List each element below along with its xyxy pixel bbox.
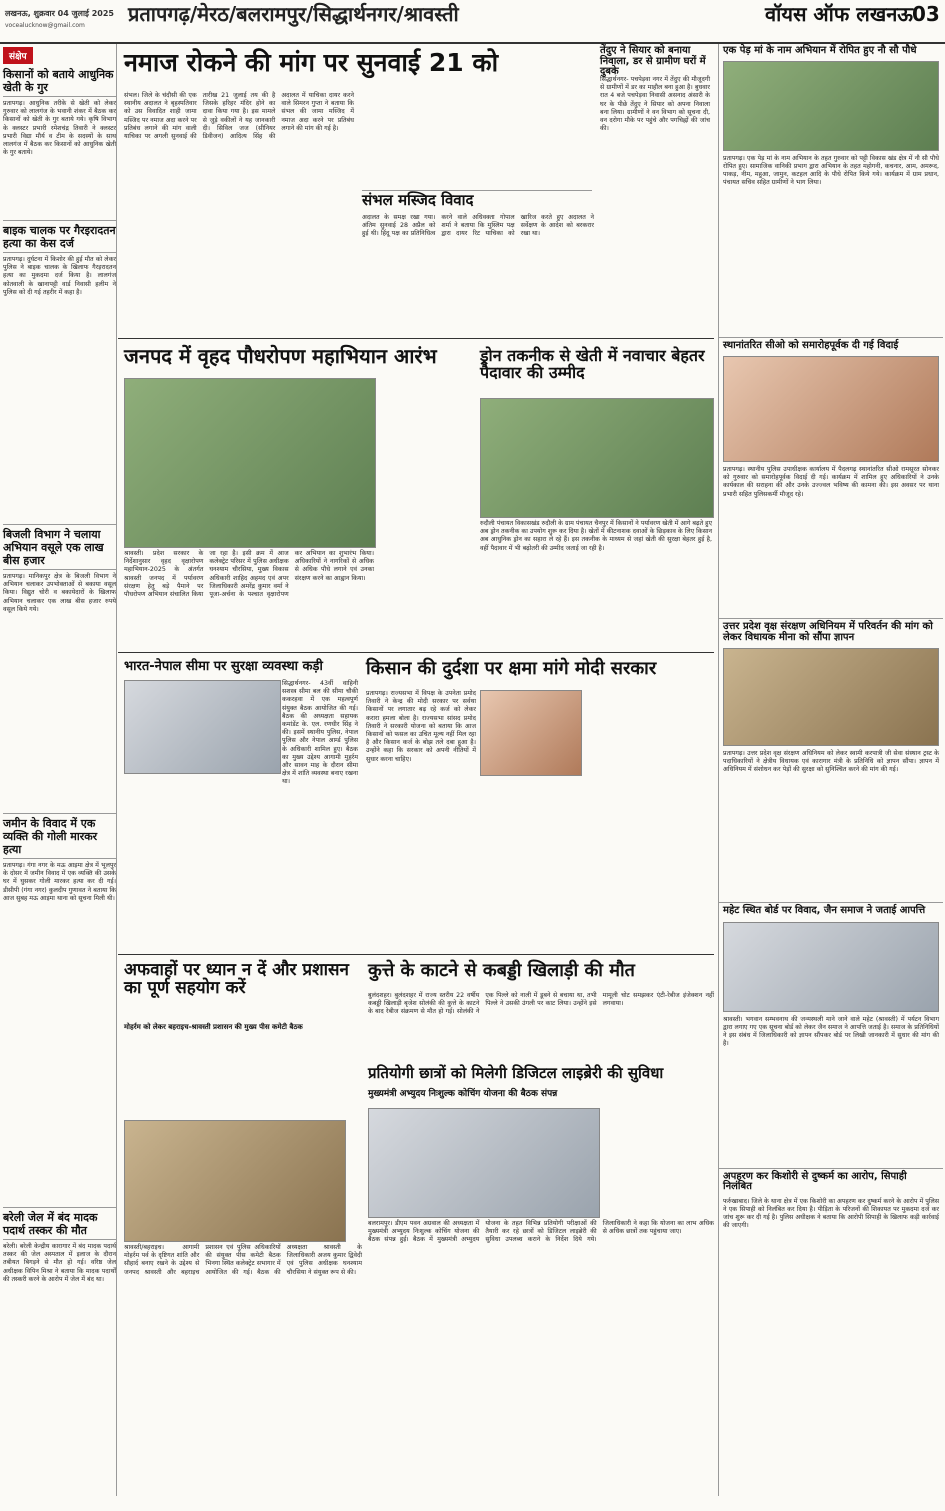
namaz-headline: नमाज रोकने की मांग पर सुनवाई 21 को [124, 48, 499, 77]
tree-body: प्रतापगढ़। एक पेड़ मां के नाम अभियान के तहत गुरुवार को पट्टी विकास खंड क्षेत्र में नौ सौ पौधे रोपित हुए। सामाजिक वानिकी प्रभाग द्वारा अभियान के तहत महोगनी, कचनार, आम, अमरूद, पाकड़, नीम, महुआ, जामुन, कटहल आदि के पौधे रोपित किये गये। कार्यक्रम में ग्राम प्रधान, पंचायत सचिव सहित ग्रामीणों ने भाग लिया। [723, 154, 939, 187]
afwah-body: श्रावस्ती/बहराइच। आगामी मोहर्रम पर्व के दृष्टिगत शांति और सौहार्द बनाए रखने के उद्देश्य से जनपद श्रावस्ती और बहराइच प्रशासन एवं पुलिस अधिकारियों की संयुक्त पीस कमेटी बैठक भिनगा स्थित कलेक्ट्रेट सभागार में आयोजित की गई। बैठक की अध्यक्षता श्रावस्ती के जिलाधिकारी अजय कुमार द्विवेदी एवं पुलिस अधीक्षक घनश्याम चौरसिया ने संयुक्त रूप से की। [124, 1244, 362, 1276]
brief-4 [3, 813, 116, 1207]
plantation-photo [124, 378, 376, 548]
brief-headline: जमीन के विवाद में एक व्यक्ति की गोली मारकर हत्या [3, 817, 116, 859]
brief-1 [3, 68, 116, 220]
library-photo [368, 1108, 600, 1218]
masthead [0, 0, 945, 44]
kabaddi-headline: कुत्ते के काटने से कबड्डी खिलाड़ी की मौत [368, 960, 635, 981]
sambhal-body: अदालत के समक्ष रखा गया। अंतिम सुनवाई 28 अप्रैल को हुई थी। हिंदू पक्ष का प्रतिनिधित्व करने वाले अधिवक्ता गोपाल शर्मा ने बताया कि मुस्लिम पक्ष द्वारा दायर रिट याचिका को खारिज करते हुए अदालत ने सर्वेक्षण के आदेश को बरकरार रखा था। [362, 214, 594, 238]
abduction-headline: अपहरण कर किशोरी से दुष्कर्म का आरोप, सिपाही निलंबित [719, 1168, 943, 1196]
mahet-body: श्रावस्ती। भगवान सम्भवनाथ की जन्मस्थली माने जाने वाले महेट (श्रावस्ती) में पर्यटन विभाग द्वारा लगाए गए एक सूचना बोर्ड को लेकर जैन समाज ने आपत्ति जताई है। समाज के प्रतिनिधियों ने इस संबंध में जिलाधिकारी को ज्ञापन सौंपकर बोर्ड पर लिखी जानकारी में सुधार की मांग की है। [723, 1015, 939, 1048]
namaz-body-cont [362, 92, 594, 187]
farewell-photo [723, 356, 939, 462]
plantation-body: श्रावस्ती। प्रदेश सरकार के निर्देशानुसार वृहद वृक्षारोपण महाभियान-2025 के अंतर्गत श्रावस्ती जनपद में पर्यावरण संरक्षण हेतु बड़े पैमाने पर पौधरोपण अभियान संचालित किया जा रहा है। इसी क्रम में आज कलेक्ट्रेट परिसर में पुलिस अधीक्षक घनश्याम चौरसिया, मुख्य विकास अधिकारी शाहिद अहमद एवं अपर जिलाधिकारी अमरेंद्र कुमार वर्मा ने पूजा-अर्चना के पश्चात वृक्षारोपण कर अभियान का शुभारंभ किया। अधिकारियों ने नागरिकों से अधिक से अधिक पौधे लगाने एवं उनका संरक्षण करने का आह्वान किया। [124, 550, 374, 599]
brief-headline: बिजली विभाग ने चलाया अभियान वसूले एक लाख बीस हजार [3, 528, 116, 570]
border-headline: भारत-नेपाल सीमा पर सुरक्षा व्यवस्था कड़ी [124, 659, 323, 674]
date-line: लखनऊ, शुक्रवार 04 जुलाई 2025 [5, 9, 115, 18]
modi-body: प्रतापगढ़। राज्यसभा में विपक्ष के उपनेता प्रमोद तिवारी ने केन्द्र की मोदी सरकार पर सर्वथा किसानों पर लगातार बढ़ रहे कर्ज को लेकर करारा हमला बोला है। राज्यसभा सांसद प्रमोद तिवारी ने सरकारी योजना को बताया कि आज किसानों को फसल का उचित मूल्य नहीं मिल रहा है और किसान कर्ज के बोझ तले दबा हुआ है। उन्होंने कहा कि सरकार को अपनी नीतियों में सुधार करना चाहिए। [366, 690, 476, 763]
paper-name: वॉयस ऑफ लखनऊ [765, 2, 913, 26]
tree-headline: एक पेड़ मां के नाम अभियान में रोपित हुए नौ सौ पौधे [723, 45, 917, 56]
tendu-headline: तेंदुए ने सियार को बनाया निवाला, डर से ग्रामीण घरों में दुबके [600, 45, 706, 77]
afwah-sub: मोहर्रम को लेकर बहराइच-श्रावस्ती प्रशासन की मुख्य पीस कमेटी बैठक [124, 1023, 303, 1031]
tiwari-photo [480, 690, 582, 776]
namaz-body: संभल। जिले के चंदौसी की एक स्थानीय अदालत ने बृहस्पतिवार को उस विवादित शाही जामा मस्जिद पर नमाज अदा करने पर प्रतिबंध लगाने की मांग वाली याचिका पर अगली सुनवाई की तारीख 21 जुलाई तय की है जिसके हरिहर मंदिर होने का दावा किया गया है। इस मामले से जुड़े वकीलों ने यह जानकारी दी। सिविल जज (सीनियर डिवीजन) आदित्य सिंह की अदालत में याचिका दायर करने वाले सिमरन गुप्ता ने बताया कि संभल की जामा मस्जिद में नमाज अदा करने पर प्रतिबंध लगाने की मांग की गई है। [124, 92, 354, 141]
brief-2 [3, 220, 116, 524]
library-body: बलरामपुर। डीएम पवन अग्रवाल की अध्यक्षता में मुख्यमंत्री अभ्युदय निःशुल्क कोचिंग योजना की बैठक संपन्न हुई। बैठक में मुख्यमंत्री अभ्युदय योजना के तहत विभिन्न प्रतियोगी परीक्षाओं की तैयारी कर रहे छात्रों को डिजिटल लाइब्रेरी की सुविधा उपलब्ध कराने के निर्देश दिये गये। जिलाधिकारी ने कहा कि योजना का लाभ अधिक से अधिक छात्रों तक पहुंचाया जाए। [368, 1220, 714, 1244]
library-sub: मुख्यमंत्री अभ्युदय निःशुल्क कोचिंग योजना की बैठक संपन्न [368, 1089, 558, 1099]
brief-body: प्रतापगढ़। दुर्घटना में किशोर की हुई मौत को लेकर पुलिस ने बाइक चालक के खिलाफ गैरइरादतन हत्या का मुकदमा दर्ज किया है। लालगंज कोतवाली के खानापट्टी वार्ड निवासी हलीम ने पुलिस को दी गई तहरीर में कहा है। [3, 256, 116, 296]
plantation-headline: जनपद में वृहद पौधरोपण महाभियान आरंभ [124, 344, 437, 368]
plantation-body-side [380, 378, 476, 648]
divider [118, 954, 714, 955]
peace-meeting-photo [124, 1120, 346, 1242]
sidebar-label: संक्षेप [3, 47, 33, 64]
sambhal-subheadline: संभल मस्जिद विवाद [362, 190, 592, 209]
mahet-photo [723, 922, 939, 1012]
brief-headline: बरेली जेल में बंद मादक पदार्थ तस्कर की मौत [3, 1211, 116, 1240]
tree-act-headline: उत्तर प्रदेश वृक्ष संरक्षण अधिनियम में परिवर्तन की मांग को लेकर विधायक मीना को सौंपा ज्ञापन [719, 618, 943, 646]
drone-headline: ड्रोन तकनीक से खेती में नवाचार बेहतर पैदावार की उम्मीद [480, 346, 705, 382]
library-headline: प्रतियोगी छात्रों को मिलेगी डिजिटल लाइब्रेरी की सुविधा [368, 1064, 664, 1082]
modi-body-cont [586, 690, 712, 948]
kabaddi-body: बुलंदशहर। बुलंदशहर में राज्य स्तरीय 22 वर्षीय कबड्डी खिलाड़ी बृजेश सोलंकी की कुत्ते के काटने के बाद रेबीज संक्रमण से मौत हो गई। सोलंकी ने एक पिल्ले को नाली में डूबने से बचाया था, तभी पिल्ले ने उसकी उंगली पर काट लिया। उन्होंने इसे मामूली चोट समझकर एंटी-रेबीज इंजेक्शन नहीं लगवाया। [368, 992, 714, 1016]
brief-body: प्रतापगढ़। आधुनिक तरीके से खेती को लेकर गुरुवार को लालगंज के भवानी शंकर में बैठक कर किसानों को खेती के गुर बताये गये। कृषि विभाग के क्लस्टर प्रभारी रमेशचंद्र तिवारी ने क्लस्टर प्रभारी विद्या मौर्य व टीम के सदस्यों के साथ लालगंज में बैठक कर किसानों को आधुनिक खेती के गुर बताये। [3, 100, 116, 157]
right-column [718, 44, 943, 1496]
brief-headline: किसानों को बताये आधुनिक खेती के गुर [3, 68, 116, 97]
tendu-body: सिद्धार्थनगर- पचपेड़वा नगर में तेंदुए की मौजूदगी से ग्रामीणों में डर का माहौल बना हुआ है। बुधवार रात 4 बजे पचपेड़वा निवासी असनाद अंसारी के घर के पीछे तेंदुए ने सियार को अपना निवाला बना लिया। ग्रामीणों ने वन विभाग को सूचना दी, वन दरोगा मौके पर पहुंचे और पगचिह्नों की जांच की। [600, 76, 710, 133]
brief-5 [3, 1207, 116, 1511]
afwah-headline: अफवाहों पर ध्यान न दें और प्रशासन का पूर्ण सहयोग करें [124, 960, 349, 998]
border-photo [124, 680, 281, 774]
divider [118, 652, 714, 653]
website: vocealucknow@gmail.com [5, 22, 85, 29]
memorandum-photo [723, 648, 939, 746]
border-body-cont [124, 776, 358, 948]
region-title: प्रतापगढ़/मेरठ/बलरामपुर/सिद्धार्थनगर/श्रावस्ती [128, 2, 459, 26]
farewell-headline: स्थानांतरित सीओ को समारोहपूर्वक दी गई विदाई [719, 337, 943, 355]
abduction-body: फर्रुखाबाद। जिले के थाना क्षेत्र में एक किशोरी का अपहरण कर दुष्कर्म करने के आरोप में पुलिस ने एक सिपाही को निलंबित कर दिया है। पीड़िता के परिजनों की शिकायत पर मुकदमा दर्ज कर जांच शुरू कर दी गई है। पुलिस अधीक्षक ने बताया कि आरोपी सिपाही के खिलाफ कड़ी कार्रवाई की जाएगी। [723, 1197, 939, 1230]
farewell-body: प्रतापगढ़। स्थानीय पुलिस उपाधीक्षक कार्यालय में पैदलगढ़ स्थानांतरित सीओ रामसूरत सोनकर को गुरुवार को समारोहपूर्वक विदाई दी गई। कार्यक्रम में शामिल हुए अधिकारियों ने उनके कार्यकाल की सराहना की और उनके उज्ज्वल भविष्य की कामना की। इस अवसर पर थाना प्रभारी सहित पुलिसकर्मी मौजूद रहे। [723, 466, 939, 498]
brief-body: बरेली। बरेली केन्द्रीय कारागार में बंद मादक पदार्थ तस्कर की जेल अस्पताल में इलाज के दौरान तबीयत बिगड़ने से मौत हो गई। वरिष्ठ जेल अधीक्षक विपिन मिश्रा ने बताया कि मादक पदार्थों की तस्करी करने के आरोप में जेल में बंद था। [3, 1243, 116, 1283]
drone-photo [480, 398, 714, 518]
brief-3 [3, 524, 116, 813]
sidebar-briefs [3, 44, 117, 1496]
library-body-side [602, 1108, 714, 1216]
tree-photo [723, 61, 939, 151]
brief-headline: बाइक चालक पर गैरइरादतन हत्या का केस दर्ज [3, 224, 116, 253]
border-body: सिद्धार्थनगर- 43वीं वाहिनी सशस्त्र सीमा बल की सीमा चौकी ककरहवा में एक महत्वपूर्ण संयुक्त बैठक आयोजित की गई। बैठक की अध्यक्षता सहायक कमांडेंट के. एल. रणधीर सिंह ने की। इसमें स्थानीय पुलिस, नेपाल पुलिस और नेपाल आर्म्ड पुलिस के अधिकारी शामिल हुए। बैठक का मुख्य उद्देश्य आगामी मुहर्रम और सावन माह के दौरान सीमा क्षेत्र में शांति व्यवस्था बनाए रखना था। [282, 680, 358, 786]
mahet-headline: महेट स्थित बोर्ड पर विवाद, जैन समाज ने जताई आपत्ति [719, 902, 943, 920]
modi-headline: किसान की दुर्दशा पर क्षमा मांगे मोदी सरकार [366, 658, 657, 679]
brief-body: प्रतापगढ़। मानिकपुर क्षेत्र के बिजली विभाग ने अभियान चलाकर उपभोक्ताओं से बकाया वसूल किया। विद्युत चोरी व बकायेदारों के खिलाफ अभियान चलाकर एक लाख बीस हजार रुपये वसूल किये गये। [3, 573, 116, 613]
brief-body: प्रतापगढ़। गंगा नगर के मऊ आइमा क्षेत्र में भूलपुर के दोसर में जमीन विवाद में एक व्यक्ति की उसके घर में घुसकर गोली मारकर हत्या कर दी गई। डीसीपी (गंगा नगर) कुलदीप गुणावत ने बताया कि आज सुबह मऊ आइमा थाना को सूचना मिली थी। [3, 862, 116, 902]
drone-body: रुदौली पंचायत विकासखंड रुदौली के ग्राम पंचायत चैनपुर में किसानों ने पर्यावरण खेती में आगे बढ़ते हुए अब ड्रोन तकनीक का उपयोग शुरू कर दिया है। खेतों में कीटनाशक दवाओं के छिड़काव के लिए किसान अब आधुनिक ड्रोन का सहारा ले रहे हैं। इस तकनीक के माध्यम से जहां खेती की सुरक्षा बेहतर हुई है, वहीं पैदावार में भी बढ़ोतरी की उम्मीद जताई जा रही है। [480, 520, 712, 552]
tree-act-body: प्रतापगढ़। उत्तर प्रदेश वृक्ष संरक्षण अधिनियम को लेकर स्वामी करपात्री जी सेवा संस्थान ट्रस्ट के पदाधिकारियों ने क्षेत्रीय विधायक एवं कारागार मंत्री के प्रतिनिधि को ज्ञापन सौंपा। ज्ञापन में अधिनियम में संशोधन कर पेड़ों की सुरक्षा को सुनिश्चित करने की मांग की गई। [723, 750, 939, 774]
page-number: 03 [912, 2, 940, 26]
divider [118, 338, 714, 339]
